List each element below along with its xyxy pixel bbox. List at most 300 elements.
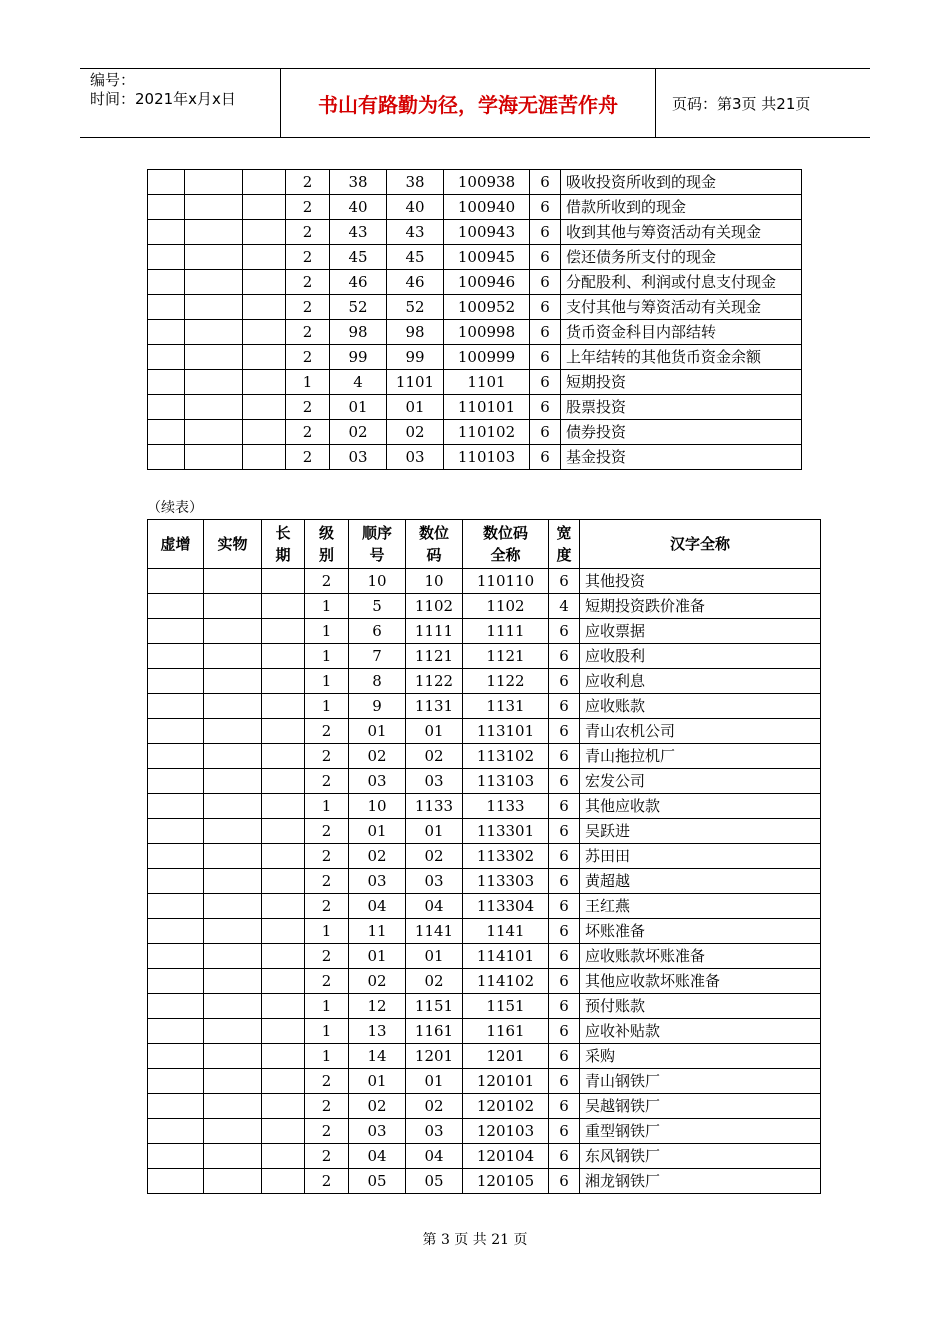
virtual-cell	[148, 220, 185, 245]
code-cell: 1121	[406, 644, 463, 669]
width-cell: 6	[530, 195, 561, 220]
seq-cell: 46	[330, 270, 387, 295]
virtual-cell	[148, 370, 185, 395]
width-cell: 6	[530, 220, 561, 245]
code-cell: 1141	[406, 919, 463, 944]
header-width: 宽度	[549, 520, 580, 569]
full-code-cell: 113301	[463, 819, 549, 844]
full-code-cell: 120101	[463, 1069, 549, 1094]
name-cell: 宏发公司	[580, 769, 821, 794]
code-cell: 01	[406, 1069, 463, 1094]
physical-cell	[185, 195, 243, 220]
level-cell: 1	[305, 1019, 349, 1044]
physical-cell	[204, 594, 262, 619]
table-row	[148, 594, 821, 619]
width-cell: 6	[549, 694, 580, 719]
seq-cell: 01	[349, 719, 406, 744]
code-cell: 1122	[406, 669, 463, 694]
table-row	[148, 345, 802, 370]
width-cell: 6	[549, 619, 580, 644]
width-cell: 6	[530, 395, 561, 420]
table-row	[148, 170, 802, 195]
level-cell: 2	[305, 819, 349, 844]
physical-cell	[185, 295, 243, 320]
level-cell: 1	[305, 594, 349, 619]
name-cell: 苏田田	[580, 844, 821, 869]
long-term-cell	[243, 170, 286, 195]
width-cell: 6	[549, 819, 580, 844]
physical-cell	[204, 669, 262, 694]
seq-cell: 11	[349, 919, 406, 944]
continued-label: （续表）	[147, 500, 203, 516]
name-cell: 债券投资	[561, 420, 802, 445]
code-cell: 03	[406, 1119, 463, 1144]
virtual-cell	[148, 619, 204, 644]
full-code-cell: 100952	[444, 295, 530, 320]
header-name: 汉字全称	[580, 520, 821, 569]
physical-cell	[185, 220, 243, 245]
level-cell: 2	[305, 1094, 349, 1119]
name-cell: 吴越钢铁厂	[580, 1094, 821, 1119]
virtual-cell	[148, 420, 185, 445]
code-cell: 46	[387, 270, 444, 295]
header-code: 数位码	[406, 520, 463, 569]
long-term-cell	[262, 1094, 305, 1119]
long-term-cell	[262, 994, 305, 1019]
level-cell: 1	[305, 669, 349, 694]
physical-cell	[204, 1169, 262, 1194]
long-term-cell	[262, 844, 305, 869]
long-term-cell	[262, 919, 305, 944]
table-row	[148, 994, 821, 1019]
full-code-cell: 1102	[463, 594, 549, 619]
table-row	[148, 844, 821, 869]
physical-cell	[204, 1119, 262, 1144]
table-row	[148, 220, 802, 245]
table-row	[148, 195, 802, 220]
level-cell: 2	[305, 944, 349, 969]
physical-cell	[204, 944, 262, 969]
level-cell: 1	[305, 1044, 349, 1069]
level-cell: 2	[305, 744, 349, 769]
table-row	[148, 819, 821, 844]
header-long-term: 长期	[262, 520, 305, 569]
long-term-cell	[262, 644, 305, 669]
name-cell: 支付其他与筹资活动有关现金	[561, 295, 802, 320]
header-meta	[80, 69, 280, 137]
full-code-cell: 110103	[444, 445, 530, 470]
table-row	[148, 295, 802, 320]
physical-cell	[204, 1044, 262, 1069]
virtual-cell	[148, 819, 204, 844]
long-term-cell	[243, 295, 286, 320]
seq-cell: 4	[330, 370, 387, 395]
seq-cell: 03	[349, 869, 406, 894]
virtual-cell	[148, 894, 204, 919]
seq-cell: 01	[349, 819, 406, 844]
code-cell: 1101	[387, 370, 444, 395]
long-term-cell	[262, 719, 305, 744]
physical-cell	[204, 719, 262, 744]
code-cell: 98	[387, 320, 444, 345]
code-cell: 40	[387, 195, 444, 220]
width-cell: 6	[549, 1019, 580, 1044]
long-term-cell	[262, 744, 305, 769]
physical-cell	[185, 245, 243, 270]
name-cell: 其他投资	[580, 569, 821, 594]
physical-cell	[204, 794, 262, 819]
seq-cell: 04	[349, 894, 406, 919]
name-cell: 应收补贴款	[580, 1019, 821, 1044]
long-term-cell	[262, 1044, 305, 1069]
table-row	[148, 1069, 821, 1094]
width-cell: 6	[549, 1119, 580, 1144]
name-cell: 黄超越	[580, 869, 821, 894]
physical-cell	[204, 619, 262, 644]
code-cell: 03	[387, 445, 444, 470]
virtual-cell	[148, 1044, 204, 1069]
table-row	[148, 569, 821, 594]
table-row	[148, 944, 821, 969]
level-cell: 2	[305, 869, 349, 894]
table-row	[148, 719, 821, 744]
name-cell: 股票投资	[561, 395, 802, 420]
width-cell: 6	[530, 445, 561, 470]
full-code-cell: 1151	[463, 994, 549, 1019]
level-cell: 1	[286, 370, 330, 395]
virtual-cell	[148, 195, 185, 220]
seq-cell: 13	[349, 1019, 406, 1044]
long-term-cell	[262, 894, 305, 919]
seq-cell: 03	[349, 769, 406, 794]
physical-cell	[204, 644, 262, 669]
width-cell: 6	[549, 1144, 580, 1169]
width-cell: 6	[549, 769, 580, 794]
physical-cell	[204, 819, 262, 844]
physical-cell	[204, 869, 262, 894]
virtual-cell	[148, 170, 185, 195]
code-cell: 99	[387, 345, 444, 370]
long-term-cell	[243, 195, 286, 220]
table-row	[148, 395, 802, 420]
long-term-cell	[262, 969, 305, 994]
page-header	[80, 68, 870, 138]
physical-cell	[204, 894, 262, 919]
width-cell: 6	[549, 1069, 580, 1094]
level-cell: 2	[305, 969, 349, 994]
table-row	[148, 894, 821, 919]
long-term-cell	[262, 569, 305, 594]
name-cell: 分配股利、利润或付息支付现金	[561, 270, 802, 295]
full-code-cell: 100946	[444, 270, 530, 295]
code-cell: 01	[387, 395, 444, 420]
level-cell: 2	[305, 844, 349, 869]
width-cell: 6	[549, 844, 580, 869]
width-cell: 6	[530, 370, 561, 395]
level-cell: 2	[305, 1169, 349, 1194]
table-row	[148, 420, 802, 445]
level-cell: 2	[286, 395, 330, 420]
level-cell: 2	[305, 719, 349, 744]
name-cell: 收到其他与筹资活动有关现金	[561, 220, 802, 245]
seq-cell: 01	[349, 944, 406, 969]
full-code-cell: 120102	[463, 1094, 549, 1119]
level-cell: 2	[286, 220, 330, 245]
level-cell: 2	[286, 295, 330, 320]
physical-cell	[204, 1069, 262, 1094]
name-cell: 东风钢铁厂	[580, 1144, 821, 1169]
virtual-cell	[148, 944, 204, 969]
code-cell: 10	[406, 569, 463, 594]
code-cell: 04	[406, 1144, 463, 1169]
physical-cell	[204, 744, 262, 769]
code-cell: 02	[387, 420, 444, 445]
width-cell: 6	[530, 295, 561, 320]
seq-cell: 45	[330, 245, 387, 270]
long-term-cell	[262, 1069, 305, 1094]
document-time-label: 时间：2021年x月x日	[90, 90, 236, 108]
header-physical: 实物	[204, 520, 262, 569]
level-cell: 2	[286, 345, 330, 370]
long-term-cell	[262, 1169, 305, 1194]
table-row	[148, 445, 802, 470]
level-cell: 1	[305, 644, 349, 669]
header-page-number	[664, 69, 870, 137]
seq-cell: 03	[349, 1119, 406, 1144]
long-term-cell	[262, 1119, 305, 1144]
full-code-cell: 113103	[463, 769, 549, 794]
table-header-row	[148, 520, 821, 569]
seq-cell: 99	[330, 345, 387, 370]
full-code-cell: 100943	[444, 220, 530, 245]
name-cell: 青山拖拉机厂	[580, 744, 821, 769]
seq-cell: 38	[330, 170, 387, 195]
seq-cell: 01	[330, 395, 387, 420]
virtual-cell	[148, 869, 204, 894]
seq-cell: 02	[330, 420, 387, 445]
long-term-cell	[262, 1144, 305, 1169]
full-code-cell: 113101	[463, 719, 549, 744]
full-code-cell: 1111	[463, 619, 549, 644]
virtual-cell	[148, 794, 204, 819]
physical-cell	[185, 445, 243, 470]
width-cell: 6	[549, 894, 580, 919]
physical-cell	[185, 370, 243, 395]
virtual-cell	[148, 969, 204, 994]
level-cell: 2	[305, 894, 349, 919]
seq-cell: 05	[349, 1169, 406, 1194]
width-cell: 6	[530, 345, 561, 370]
level-cell: 2	[286, 445, 330, 470]
full-code-cell: 113304	[463, 894, 549, 919]
long-term-cell	[262, 669, 305, 694]
width-cell: 6	[549, 794, 580, 819]
physical-cell	[204, 569, 262, 594]
code-cell: 01	[406, 944, 463, 969]
seq-cell: 04	[349, 1144, 406, 1169]
virtual-cell	[148, 594, 204, 619]
level-cell: 2	[305, 1069, 349, 1094]
account-table-part-2	[147, 519, 821, 1194]
physical-cell	[185, 320, 243, 345]
seq-cell: 52	[330, 295, 387, 320]
table-row	[148, 320, 802, 345]
name-cell: 青山钢铁厂	[580, 1069, 821, 1094]
width-cell: 6	[549, 994, 580, 1019]
width-cell: 6	[549, 669, 580, 694]
width-cell: 6	[530, 245, 561, 270]
code-cell: 03	[406, 769, 463, 794]
long-term-cell	[243, 445, 286, 470]
table-row	[148, 794, 821, 819]
table-row	[148, 694, 821, 719]
width-cell: 4	[549, 594, 580, 619]
full-code-cell: 113303	[463, 869, 549, 894]
code-cell: 1131	[406, 694, 463, 719]
virtual-cell	[148, 1144, 204, 1169]
code-cell: 38	[387, 170, 444, 195]
physical-cell	[185, 395, 243, 420]
long-term-cell	[243, 270, 286, 295]
width-cell: 6	[549, 1169, 580, 1194]
seq-cell: 02	[349, 744, 406, 769]
level-cell: 2	[305, 1144, 349, 1169]
table-row	[148, 644, 821, 669]
width-cell: 6	[549, 919, 580, 944]
level-cell: 2	[305, 769, 349, 794]
table-row	[148, 1169, 821, 1194]
width-cell: 6	[549, 1094, 580, 1119]
physical-cell	[204, 769, 262, 794]
table-row	[148, 769, 821, 794]
table-row	[148, 969, 821, 994]
header-page-label: 页码：第3页 共21页	[672, 94, 811, 113]
virtual-cell	[148, 270, 185, 295]
code-cell: 02	[406, 969, 463, 994]
virtual-cell	[148, 245, 185, 270]
account-table-part-1	[147, 169, 802, 470]
full-code-cell: 114102	[463, 969, 549, 994]
seq-cell: 14	[349, 1044, 406, 1069]
table-row	[148, 669, 821, 694]
code-cell: 04	[406, 894, 463, 919]
table-row	[148, 1094, 821, 1119]
code-cell: 1102	[406, 594, 463, 619]
name-cell: 应收账款坏账准备	[580, 944, 821, 969]
code-cell: 43	[387, 220, 444, 245]
name-cell: 基金投资	[561, 445, 802, 470]
level-cell: 2	[286, 170, 330, 195]
full-code-cell: 120105	[463, 1169, 549, 1194]
seq-cell: 5	[349, 594, 406, 619]
table-row	[148, 619, 821, 644]
seq-cell: 10	[349, 569, 406, 594]
level-cell: 2	[286, 420, 330, 445]
width-cell: 6	[530, 420, 561, 445]
full-code-cell: 110101	[444, 395, 530, 420]
physical-cell	[185, 170, 243, 195]
name-cell: 短期投资跌价准备	[580, 594, 821, 619]
level-cell: 2	[286, 245, 330, 270]
name-cell: 货币资金科目内部结转	[561, 320, 802, 345]
long-term-cell	[262, 794, 305, 819]
level-cell: 1	[305, 694, 349, 719]
physical-cell	[185, 345, 243, 370]
long-term-cell	[243, 320, 286, 345]
table-row	[148, 919, 821, 944]
code-cell: 02	[406, 1094, 463, 1119]
code-cell: 1161	[406, 1019, 463, 1044]
virtual-cell	[148, 295, 185, 320]
page-footer: 第 3 页 共 21 页	[422, 1232, 528, 1248]
virtual-cell	[148, 1169, 204, 1194]
seq-cell: 01	[349, 1069, 406, 1094]
virtual-cell	[148, 744, 204, 769]
name-cell: 其他应收款	[580, 794, 821, 819]
code-cell: 52	[387, 295, 444, 320]
virtual-cell	[148, 719, 204, 744]
width-cell: 6	[549, 569, 580, 594]
table-row	[148, 1119, 821, 1144]
virtual-cell	[148, 445, 185, 470]
name-cell: 上年结转的其他货币资金余额	[561, 345, 802, 370]
document-number-label: 编号：	[90, 71, 136, 89]
header-seq: 顺序号	[349, 520, 406, 569]
name-cell: 采购	[580, 1044, 821, 1069]
physical-cell	[204, 969, 262, 994]
long-term-cell	[262, 694, 305, 719]
width-cell: 6	[549, 744, 580, 769]
long-term-cell	[262, 869, 305, 894]
virtual-cell	[148, 569, 204, 594]
virtual-cell	[148, 694, 204, 719]
long-term-cell	[243, 345, 286, 370]
long-term-cell	[262, 944, 305, 969]
virtual-cell	[148, 395, 185, 420]
full-code-cell: 1141	[463, 919, 549, 944]
full-code-cell: 110102	[444, 420, 530, 445]
name-cell: 其他应收款坏账准备	[580, 969, 821, 994]
physical-cell	[204, 844, 262, 869]
physical-cell	[204, 919, 262, 944]
virtual-cell	[148, 769, 204, 794]
name-cell: 吴跃进	[580, 819, 821, 844]
full-code-cell: 120103	[463, 1119, 549, 1144]
full-code-cell: 120104	[463, 1144, 549, 1169]
code-cell: 01	[406, 719, 463, 744]
table-row	[148, 1144, 821, 1169]
code-cell: 03	[406, 869, 463, 894]
full-code-cell: 100999	[444, 345, 530, 370]
virtual-cell	[148, 644, 204, 669]
name-cell: 重型钢铁厂	[580, 1119, 821, 1144]
physical-cell	[204, 694, 262, 719]
name-cell: 应收股利	[580, 644, 821, 669]
long-term-cell	[262, 819, 305, 844]
name-cell: 预付账款	[580, 994, 821, 1019]
width-cell: 6	[530, 320, 561, 345]
code-cell: 1133	[406, 794, 463, 819]
seq-cell: 02	[349, 969, 406, 994]
code-cell: 05	[406, 1169, 463, 1194]
width-cell: 6	[530, 270, 561, 295]
code-cell: 01	[406, 819, 463, 844]
level-cell: 2	[286, 195, 330, 220]
seq-cell: 40	[330, 195, 387, 220]
seq-cell: 10	[349, 794, 406, 819]
name-cell: 偿还债务所支付的现金	[561, 245, 802, 270]
name-cell: 短期投资	[561, 370, 802, 395]
